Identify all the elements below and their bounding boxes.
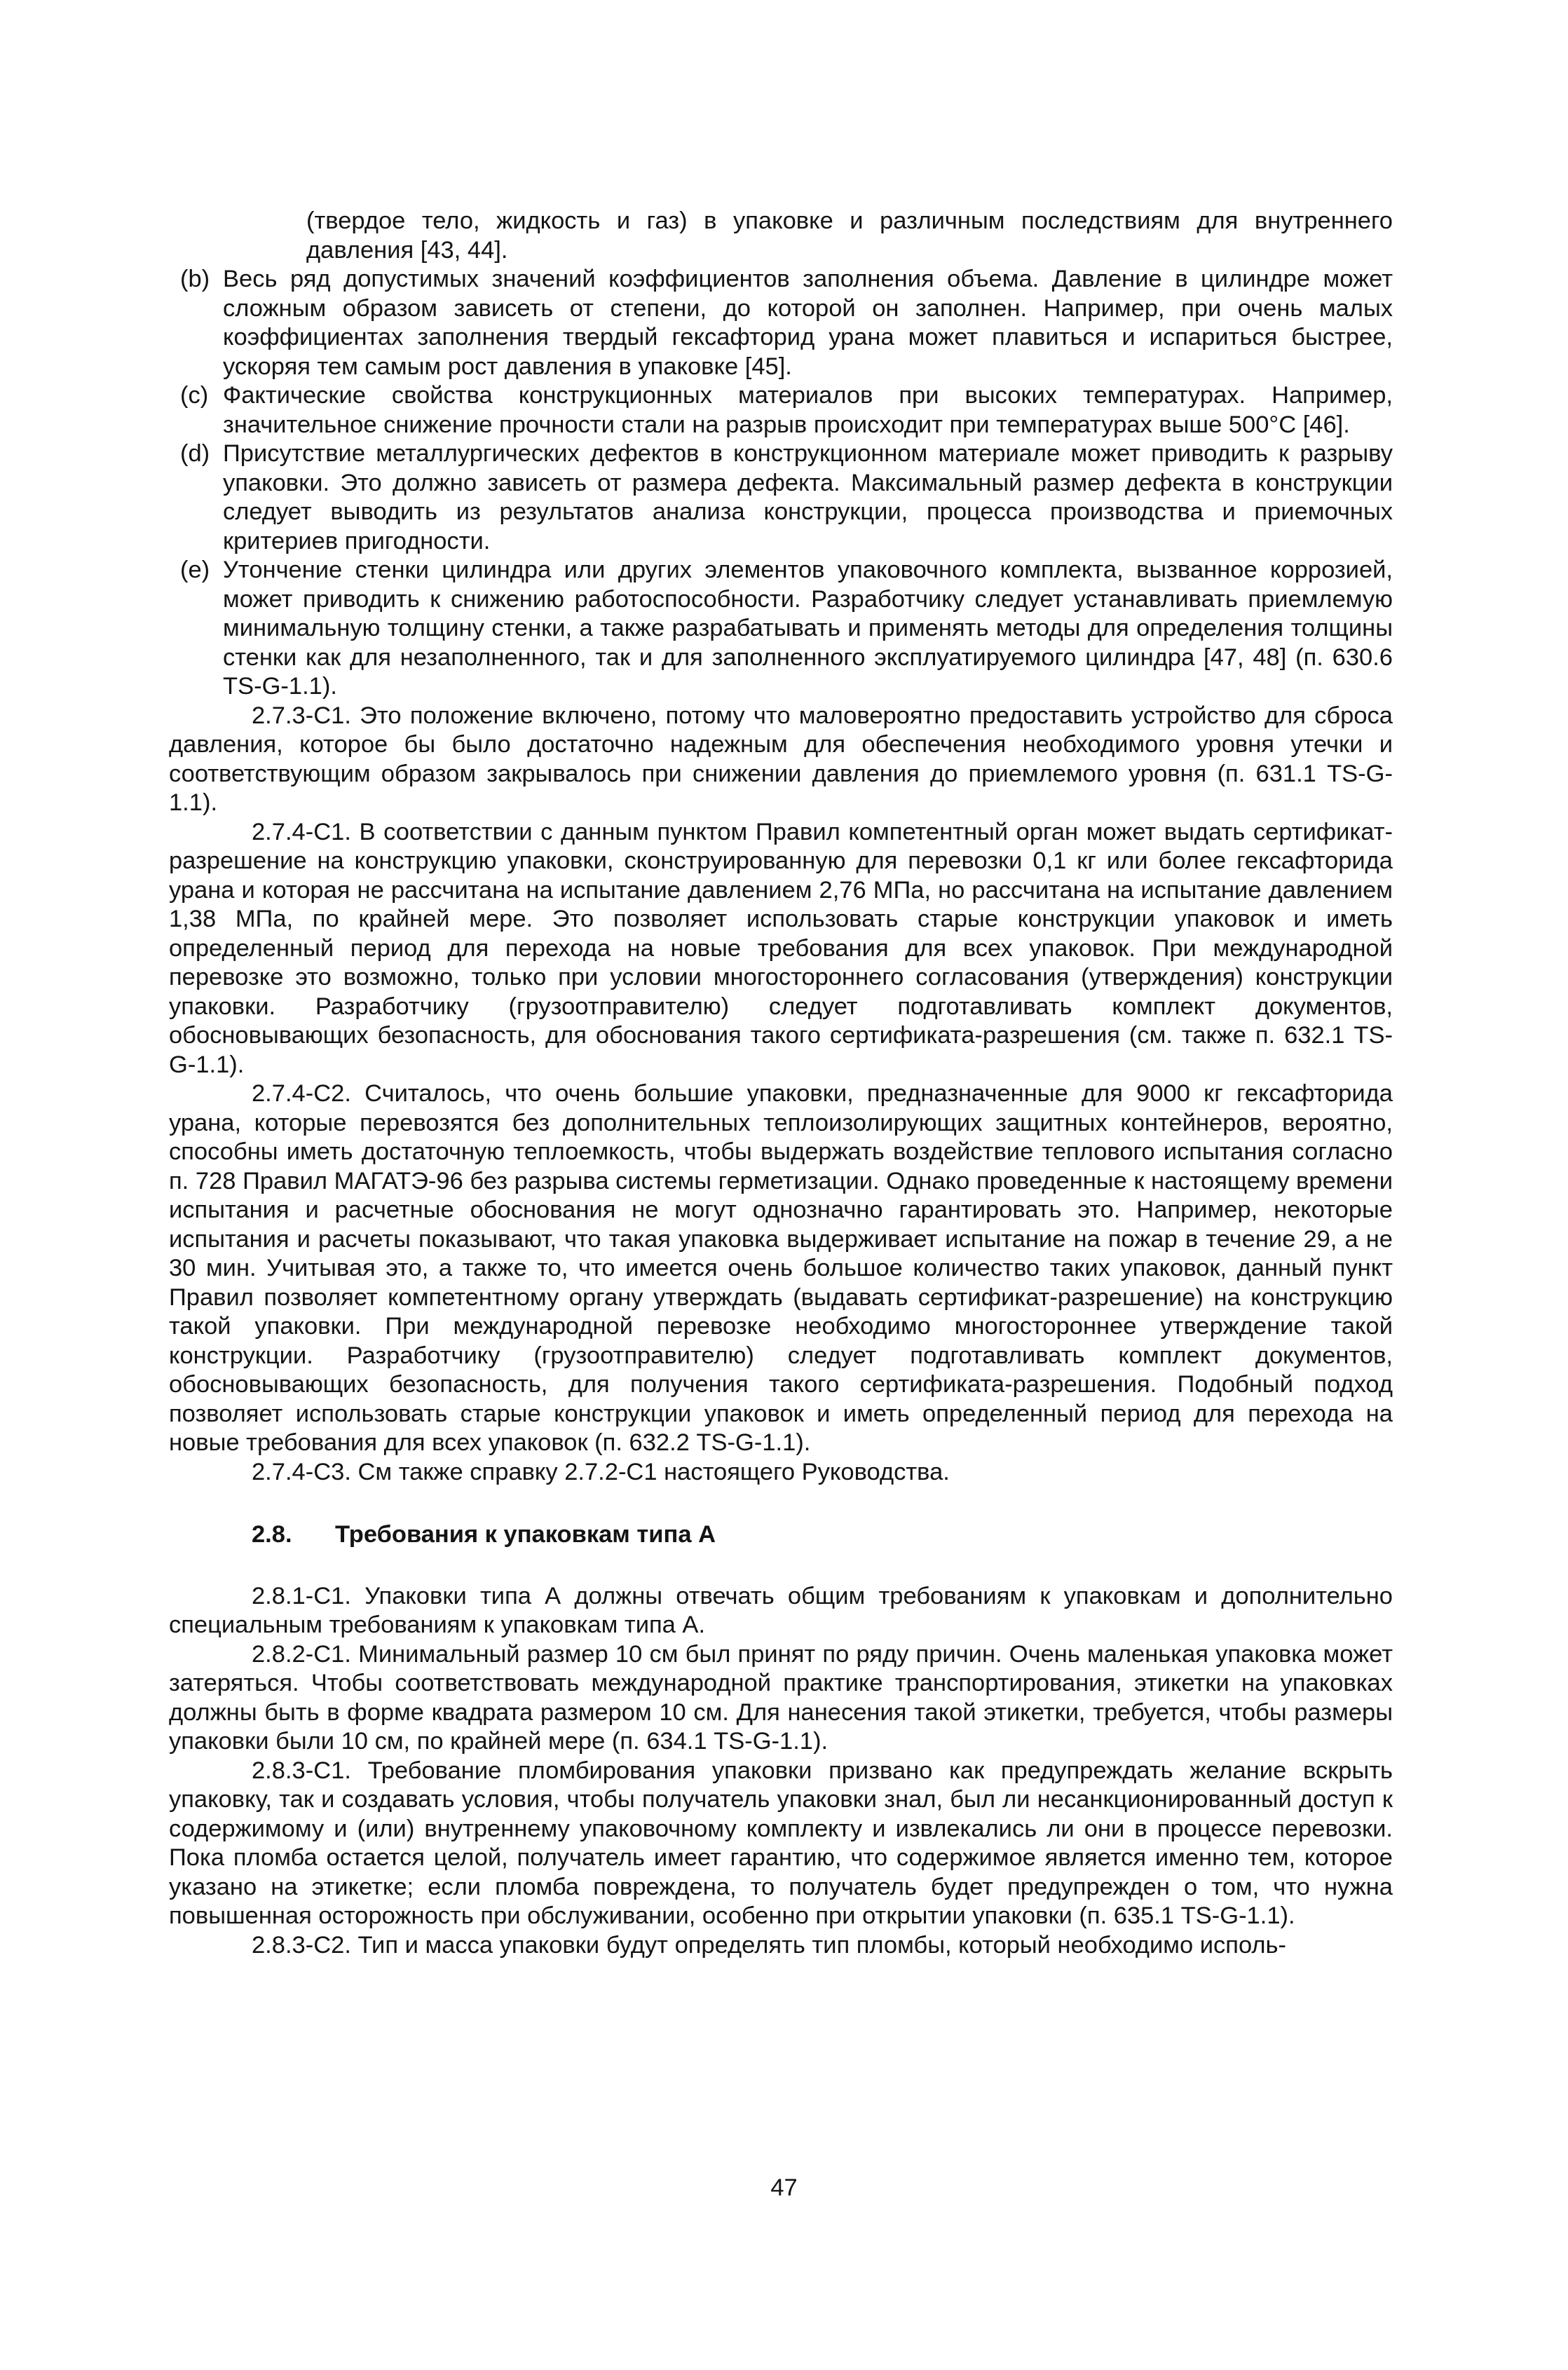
paragraph-2-7-4-c2: 2.7.4-C2. Считалось, что очень большие упаковки, предназначенные для 9000 кг гексафторида урана, которые перевозятся без дополнительных теплоизолирующих защитных контейнеров, вероятно, способны иметь достаточную теплоемкость, чтобы выдержать воздействие теплового испытания согласно п. 728 Правил МАГАТЭ-96 без разрыва системы герметизации. Однако проведенные к настоящему времени испытания и расчетные обоснования не могут однозначно гарантировать это. Например, некоторые испытания и расчеты показывают, что такая упаковка выдерживает испытание на пожар в течение 29, а не 30 мин. Учитывая это, а также то, что имеется очень большое количество таких упаковок, данный пункт Правил позволяет компетентному органу утверждать (выдавать сертификат-разрешение) на конструкцию такой упаковки. При международной перевозке необходимо многостороннее утверждение такой конструкции. Разработчику (грузоотправителю) следует подготавливать комплект документов, обосновывающих безопасность, для получения такого сертификата-разрешения. Подобный подход позволяет использовать старые конструкции упаковок и иметь определенный период для перехода на новые требования для всех упаковок (п. 632.2 TS-G-1.1).	[169, 1080, 1393, 1456]
paragraph-2-8-3-c2: 2.8.3-C2. Тип и масса упаковки будут определять тип пломбы, который необходимо исполь-	[252, 1931, 1286, 1959]
page-body	[169, 207, 1393, 1960]
paragraph-2-7-3-c1: 2.7.3-C1. Это положение включено, потому что маловероятно предоставить устройство для сброса давления, которое бы было достаточно надежным для обеспечения необходимого уровня утечки и соответствующим образом закрывалось при снижении давления до приемлемого уровня (п. 631.1 TS-G-1.1).	[169, 702, 1393, 816]
section-title: Требования к упаковкам типа А	[335, 1521, 716, 1548]
list-item-text: Фактические свойства конструкционных материалов при высоких температурах. Например, значительное снижение прочности стали на разрыв происходит при температурах выше 500°C [46].	[223, 382, 1393, 438]
paragraph-2-8-3-c1: 2.8.3-C1. Требование пломбирования упаковки призвано как предупреждать желание вскрыть упаковку, так и создавать условия, чтобы получатель упаковки знал, был ли несанкционированный доступ к содержимому и (или) внутреннему упаковочному комплекту и извлекались ли они в процессе перевозки. Пока пломба остается целой, получатель имеет гарантию, что содержимое является именно тем, которое указано на этикетке; если пломба повреждена, то получатель будет предупрежден о том, что нужна повышенная осторожность при обслуживании, особенно при открытии упаковки (п. 635.1 TS-G-1.1).	[169, 1757, 1393, 1929]
paragraph-2-7-4-c1: 2.7.4-C1. В соответствии с данным пунктом Правил компетентный орган может выдать сертификат-разрешение на конструкцию упаковки, сконструированную для перевозки 0,1 кг или более гексафторида урана и которая не рассчитана на испытание давлением 2,76 МПа, но рассчитана на испытание давлением 1,38 МПа, по крайней мере. Это позволяет использовать старые конструкции упаковок и иметь определенный период для перехода на новые требования для всех упаковок. При международной перевозке это возможно, только при условии многостороннего согласования (утверждения) конструкции упаковки. Разработчику (грузоотправителю) следует подготавливать комплект документов, обосновывающих безопасность, для обоснования такого сертификата-разрешения (см. также п. 632.1 TS-G-1.1).	[169, 818, 1393, 1078]
section-number: 2.8.	[252, 1521, 292, 1548]
section-heading	[169, 1520, 1393, 1550]
paragraph-2-8-2-c1: 2.8.2-C1. Минимальный размер 10 см был принят по ряду причин. Очень маленькая упаковка может затеряться. Чтобы соответствовать международной практике транспортирования, этикетки на упаковках должны быть в форме квадрата размером 10 см. Для нанесения такой этикетки, требуется, чтобы размеры упаковки были 10 см, по крайней мере (п. 634.1 TS-G-1.1).	[169, 1640, 1393, 1755]
list-item-text: Утончение стенки цилиндра или других элементов упаковочного комплекта, вызванное коррозией, может приводить к снижению работоспособности. Разработчику следует устанавливать приемлемую минимальную толщину стенки, а также разрабатывать и применять методы для определения толщины стенки как для незаполненного, так и для заполненного эксплуатируемого цилиндра [47, 48] (п. 630.6 TS-G-1.1).	[223, 557, 1393, 700]
list-item-e	[169, 556, 1393, 702]
page-number: 47	[770, 2174, 798, 2201]
intro-continuation: (твердое тело, жидкость и газ) в упаковке и различным последствиям для внутреннего давления [43, 44].	[306, 207, 1393, 264]
list-item-letter: (d)	[180, 440, 210, 467]
list-item-text: Присутствие металлургических дефектов в конструкционном материале может приводить к разрыву упаковки. Это должно зависеть от размера дефекта. Максимальный размер дефекта в конструкции следует выводить из результатов анализа конструкции, процесса производства и приемочных критериев пригодности.	[223, 440, 1393, 554]
list-item-letter: (e)	[180, 557, 210, 583]
list-item-text: Весь ряд допустимых значений коэффициентов заполнения объема. Давление в цилиндре может сложным образом зависеть от степени, до которой он заполнен. Например, при очень малых коэффициентах заполнения твердый гексафторид урана может плавиться и испариться быстрее, ускоряя тем самым рост давления в упаковке [45].	[223, 266, 1393, 380]
list-item-letter: (b)	[180, 266, 210, 292]
list-item-letter: (c)	[180, 382, 209, 409]
list-item-c	[169, 381, 1393, 440]
list	[169, 265, 1393, 702]
list-item-b	[169, 265, 1393, 381]
list-item-d	[169, 440, 1393, 556]
paragraph-2-8-1-c1: 2.8.1-C1. Упаковки типа А должны отвечать общим требованиям к упаковкам и дополнительно специальным требованиям к упаковкам типа А.	[169, 1582, 1393, 1638]
paragraph-2-7-4-c3: 2.7.4-C3. См также справку 2.7.2-C1 настоящего Руководства.	[252, 1458, 950, 1485]
